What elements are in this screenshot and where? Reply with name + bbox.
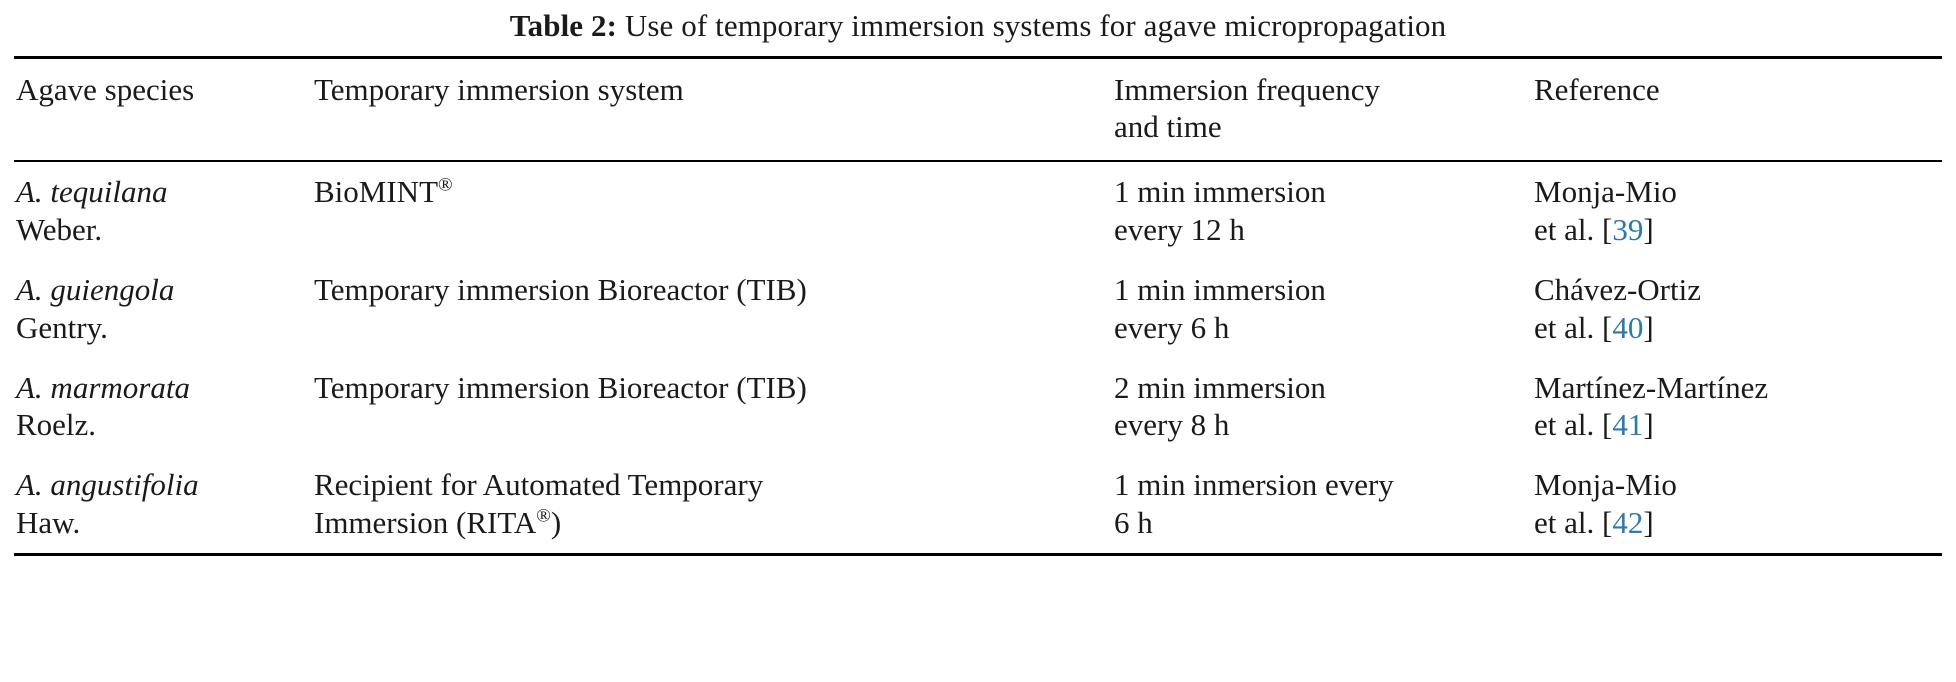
cell-frequency — [1114, 358, 1534, 456]
cell-system — [314, 358, 1114, 456]
reference-number[interactable]: 42 — [1612, 504, 1644, 540]
species-authority: Roelz. — [16, 407, 97, 443]
reference-author: Monja-Mio — [1534, 467, 1677, 503]
frequency-line1: 1 min immersion — [1114, 271, 1326, 307]
caption-text: Use of temporary immersion systems for agave micropropagation — [624, 8, 1447, 43]
system-line1 — [314, 173, 1096, 211]
reference-number[interactable]: 40 — [1612, 309, 1644, 345]
cell-species — [14, 260, 314, 358]
caption-label: Table 2: — [509, 8, 618, 43]
system-line1: Temporary immersion Bioreactor (TIB) — [314, 271, 807, 307]
cell-reference — [1534, 260, 1942, 358]
reference-citation — [1534, 211, 1924, 249]
species-italic: A. marmorata — [16, 369, 190, 405]
reference-prefix: et al. [ — [1534, 504, 1613, 540]
cell-system — [314, 455, 1114, 554]
frequency-line1: 2 min immersion — [1114, 369, 1326, 405]
system-line1: Temporary immersion Bioreactor (TIB) — [314, 369, 807, 405]
cell-system — [314, 260, 1114, 358]
cell-frequency — [1114, 161, 1534, 260]
cell-frequency — [1114, 455, 1534, 554]
cell-reference — [1534, 161, 1942, 260]
species-authority: Weber. — [16, 212, 103, 248]
table-body — [14, 161, 1942, 554]
cell-species — [14, 358, 314, 456]
cell-reference — [1534, 455, 1942, 554]
registered-mark: ® — [536, 505, 551, 527]
column-header-frequency-line2: and time — [1114, 109, 1222, 145]
table-header-row — [14, 57, 1942, 161]
species-authority: Gentry. — [16, 309, 108, 345]
reference-author: Chávez-Ortiz — [1534, 271, 1701, 307]
table-row — [14, 260, 1942, 358]
system-line2-text: Immersion (RITA — [314, 504, 537, 540]
system-line1-text: BioMINT — [314, 174, 438, 210]
cell-system — [314, 161, 1114, 260]
table-row — [14, 358, 1942, 456]
column-header-system: Temporary immersion system — [314, 71, 684, 107]
column-header-frequency-line1: Immersion frequency — [1114, 71, 1380, 107]
table-head — [14, 57, 1942, 161]
column-header-frequency — [1114, 57, 1534, 161]
species-authority: Haw. — [16, 504, 81, 540]
table-row — [14, 161, 1942, 260]
reference-author: Martínez-Martínez — [1534, 369, 1769, 405]
reference-citation — [1534, 406, 1924, 444]
cell-species — [14, 161, 314, 260]
cell-reference — [1534, 358, 1942, 456]
reference-prefix: et al. [ — [1534, 407, 1613, 443]
frequency-line2: 6 h — [1114, 504, 1153, 540]
cell-frequency — [1114, 260, 1534, 358]
system-line1: Recipient for Automated Temporary — [314, 467, 764, 503]
cell-species — [14, 455, 314, 554]
system-line2 — [314, 504, 1096, 542]
agave-tis-table — [14, 56, 1942, 556]
system-line2-tail: ) — [550, 504, 562, 540]
registered-mark: ® — [438, 174, 453, 196]
reference-citation — [1534, 309, 1924, 347]
table-row — [14, 455, 1942, 554]
frequency-line2: every 12 h — [1114, 212, 1245, 248]
table-caption — [14, 0, 1942, 56]
reference-prefix: et al. [ — [1534, 212, 1613, 248]
reference-suffix: ] — [1643, 309, 1654, 345]
column-header-species: Agave species — [16, 71, 195, 107]
species-italic: A. tequilana — [16, 174, 168, 210]
reference-suffix: ] — [1643, 504, 1654, 540]
species-italic: A. guiengola — [16, 271, 175, 307]
reference-suffix: ] — [1643, 407, 1654, 443]
reference-prefix: et al. [ — [1534, 309, 1613, 345]
frequency-line2: every 8 h — [1114, 407, 1230, 443]
species-italic: A. angustifolia — [16, 467, 199, 503]
frequency-line1: 1 min inmersion every — [1114, 467, 1394, 503]
column-header-reference: Reference — [1534, 71, 1660, 107]
reference-author: Monja-Mio — [1534, 174, 1677, 210]
reference-number[interactable]: 41 — [1612, 407, 1644, 443]
reference-suffix: ] — [1643, 212, 1654, 248]
reference-citation — [1534, 504, 1924, 542]
reference-number[interactable]: 39 — [1612, 212, 1644, 248]
frequency-line1: 1 min immersion — [1114, 174, 1326, 210]
frequency-line2: every 6 h — [1114, 309, 1230, 345]
